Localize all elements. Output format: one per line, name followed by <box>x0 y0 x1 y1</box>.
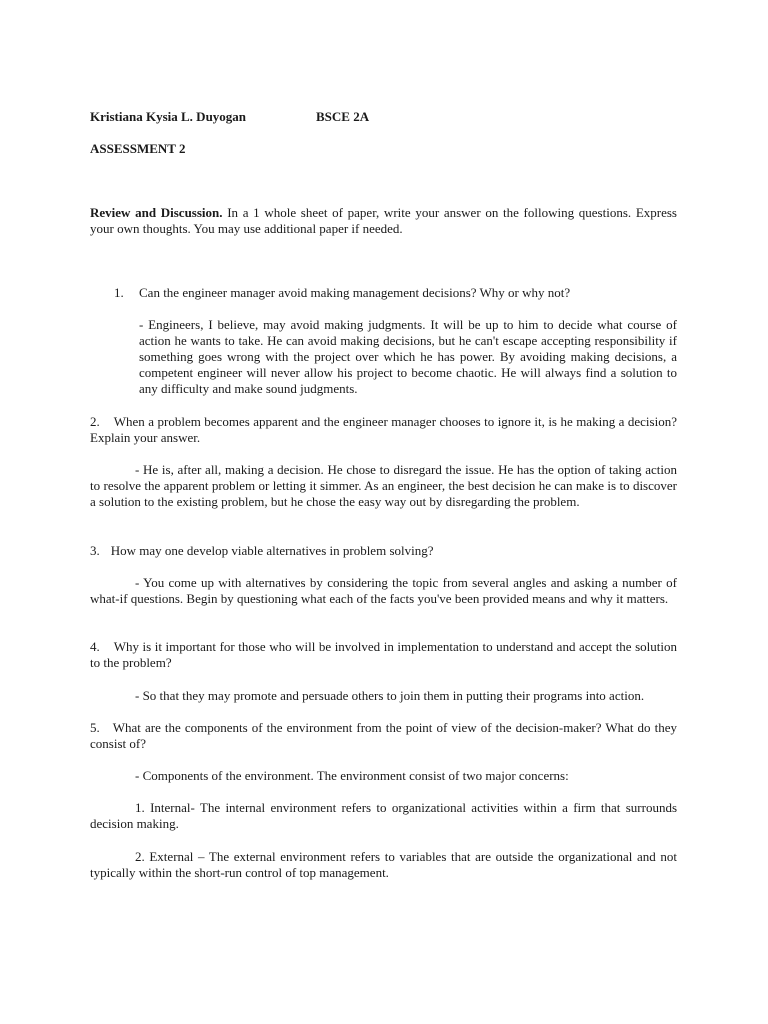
instructions <box>90 205 677 237</box>
question-5 <box>90 720 677 752</box>
question-3 <box>90 543 677 559</box>
question-4 <box>90 639 677 671</box>
question-4-number: 4. <box>90 639 100 654</box>
section-label: BSCE 2A <box>316 109 370 124</box>
instructions-label: Review and Discussion. <box>90 205 223 220</box>
answer-1: - Engineers, I believe, may avoid making judgments. It will be up to him to decide what course of action he wants to take. He can avoid making decisions, but he can't escape accepting responsibility if something goes wrong with the project over which he has power. By avoiding making decisions, a competent engineer will never allow his project to become chaotic. He will always find a solution to any difficulty and make sound judgments. <box>139 317 677 396</box>
answer-5-intro: - Components of the environment. The environment consist of two major concerns: <box>135 768 569 783</box>
question-2 <box>90 414 677 446</box>
answer-3: - You come up with alternatives by considering the topic from several angles and asking a number of what-if questions. Begin by questioning what each of the facts you've been provided means and why it matters. <box>90 575 677 606</box>
answer-2: - He is, after all, making a decision. He chose to disregard the issue. He has the option of taking action to resolve the apparent problem or letting it simmer. As an engineer, the best decision he can make is to discover a solution to the existing problem, but he chose the easy way out by disregarding the problem. <box>90 462 677 509</box>
question-2-number: 2. <box>90 414 100 429</box>
question-2-text: When a problem becomes apparent and the engineer manager chooses to ignore it, is he making a decision? Explain your answer. <box>90 414 677 445</box>
question-4-text: Why is it important for those who will be involved in implementation to understand and accept the solution to the problem? <box>90 639 677 670</box>
question-1-number: 1. <box>114 285 124 300</box>
answer-5-internal: 1. Internal- The internal environment refers to organizational activities within a firm that surrounds decision making. <box>90 800 677 831</box>
assessment-title: ASSESSMENT 2 <box>90 141 186 156</box>
question-5-text: What are the components of the environment from the point of view of the decision-maker? What do they consist of? <box>90 720 677 751</box>
answer-4: - So that they may promote and persuade others to join them in putting their programs into action. <box>135 688 645 703</box>
student-name: Kristiana Kysia L. Duyogan <box>90 109 247 124</box>
answer-5-external: 2. External – The external environment refers to variables that are outside the organizational and not typically within the short-run control of top management. <box>90 849 677 880</box>
question-5-number: 5. <box>90 720 100 735</box>
question-1-text: Can the engineer manager avoid making management decisions? Why or why not? <box>139 285 571 300</box>
question-3-number: 3. <box>90 543 100 558</box>
instructions-text: In a 1 whole sheet of paper, write your answer on the following questions. Express your own thoughts. You may use additional paper if needed. <box>90 205 677 236</box>
question-3-text: How may one develop viable alternatives in problem solving? <box>110 543 434 558</box>
